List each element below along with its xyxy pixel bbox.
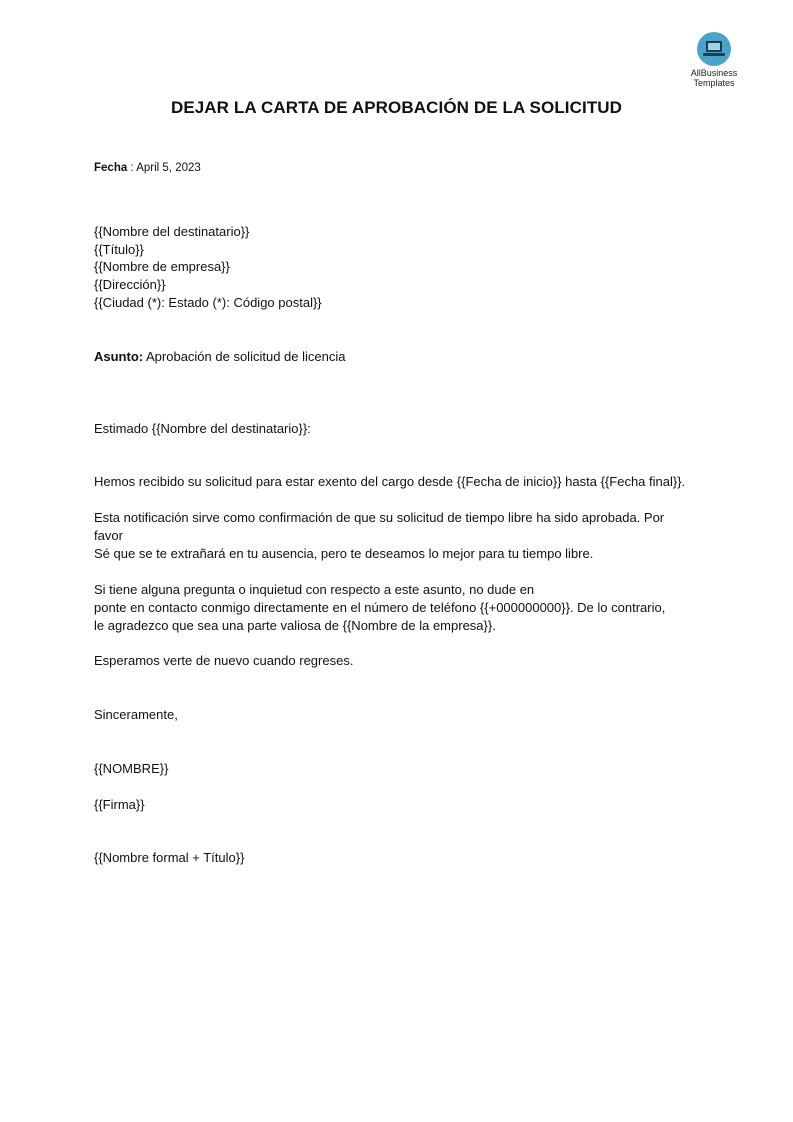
body-paragraph-3-line-2: ponte en contacto conmigo directamente en el número de teléfono {{+000000000}}. De lo contrario,: [94, 600, 666, 615]
subject-label: Asunto:: [94, 349, 144, 364]
subject-value: Aprobación de solicitud de licencia: [143, 349, 346, 364]
recipient-company: {{Nombre de empresa}}: [94, 259, 230, 274]
logo-line-1: AllBusiness: [690, 68, 738, 78]
body-paragraph-2-line-1: Esta notificación sirve como confirmación de que su solicitud de tiempo libre ha sido aprobada. Por: [94, 510, 665, 525]
body-paragraph-1: Hemos recibido su solicitud para estar exento del cargo desde {{Fecha de inicio}} hasta {{Fecha final}}.: [94, 474, 686, 489]
document-title: DEJAR LA CARTA DE APROBACIÓN DE LA SOLICITUD: [170, 98, 623, 117]
body-paragraph-2-line-2: favor: [94, 528, 123, 543]
allbusiness-templates-logo: [680, 32, 748, 88]
recipient-address: {{Dirección}}: [94, 277, 166, 292]
date-label: Fecha: [94, 162, 128, 174]
date-value: April 5, 2023: [136, 162, 201, 174]
greeting: Estimado {{Nombre del destinatario}}:: [94, 421, 311, 436]
date-separator: :: [127, 162, 137, 174]
recipient-city-state-zip: {{Ciudad (*): Estado (*): Código postal}}: [94, 295, 322, 310]
body-paragraph-3-line-1: Si tiene alguna pregunta o inquietud con respecto a este asunto, no dude en: [94, 582, 535, 597]
body-paragraph-3-line-3: le agradezco que sea una parte valiosa de {{Nombre de la empresa}}.: [94, 618, 496, 633]
sender-name: {{NOMBRE}}: [94, 761, 169, 776]
signature: {{Firma}}: [94, 797, 145, 812]
laptop-icon: [697, 32, 731, 66]
recipient-name: {{Nombre del destinatario}}: [94, 224, 250, 239]
body-paragraph-2-line-3: Sé que se te extrañará en tu ausencia, pero te deseamos lo mejor para tu tiempo libre.: [94, 546, 594, 561]
closing: Sinceramente,: [94, 707, 178, 722]
date-line: [94, 160, 201, 177]
body-paragraph-4: Esperamos verte de nuevo cuando regreses.: [94, 653, 354, 668]
logo-line-2: Templates: [693, 78, 735, 88]
subject-line: [94, 348, 345, 365]
formal-name-title: {{Nombre formal + Título}}: [94, 850, 245, 865]
recipient-title: {{Título}}: [94, 242, 144, 257]
